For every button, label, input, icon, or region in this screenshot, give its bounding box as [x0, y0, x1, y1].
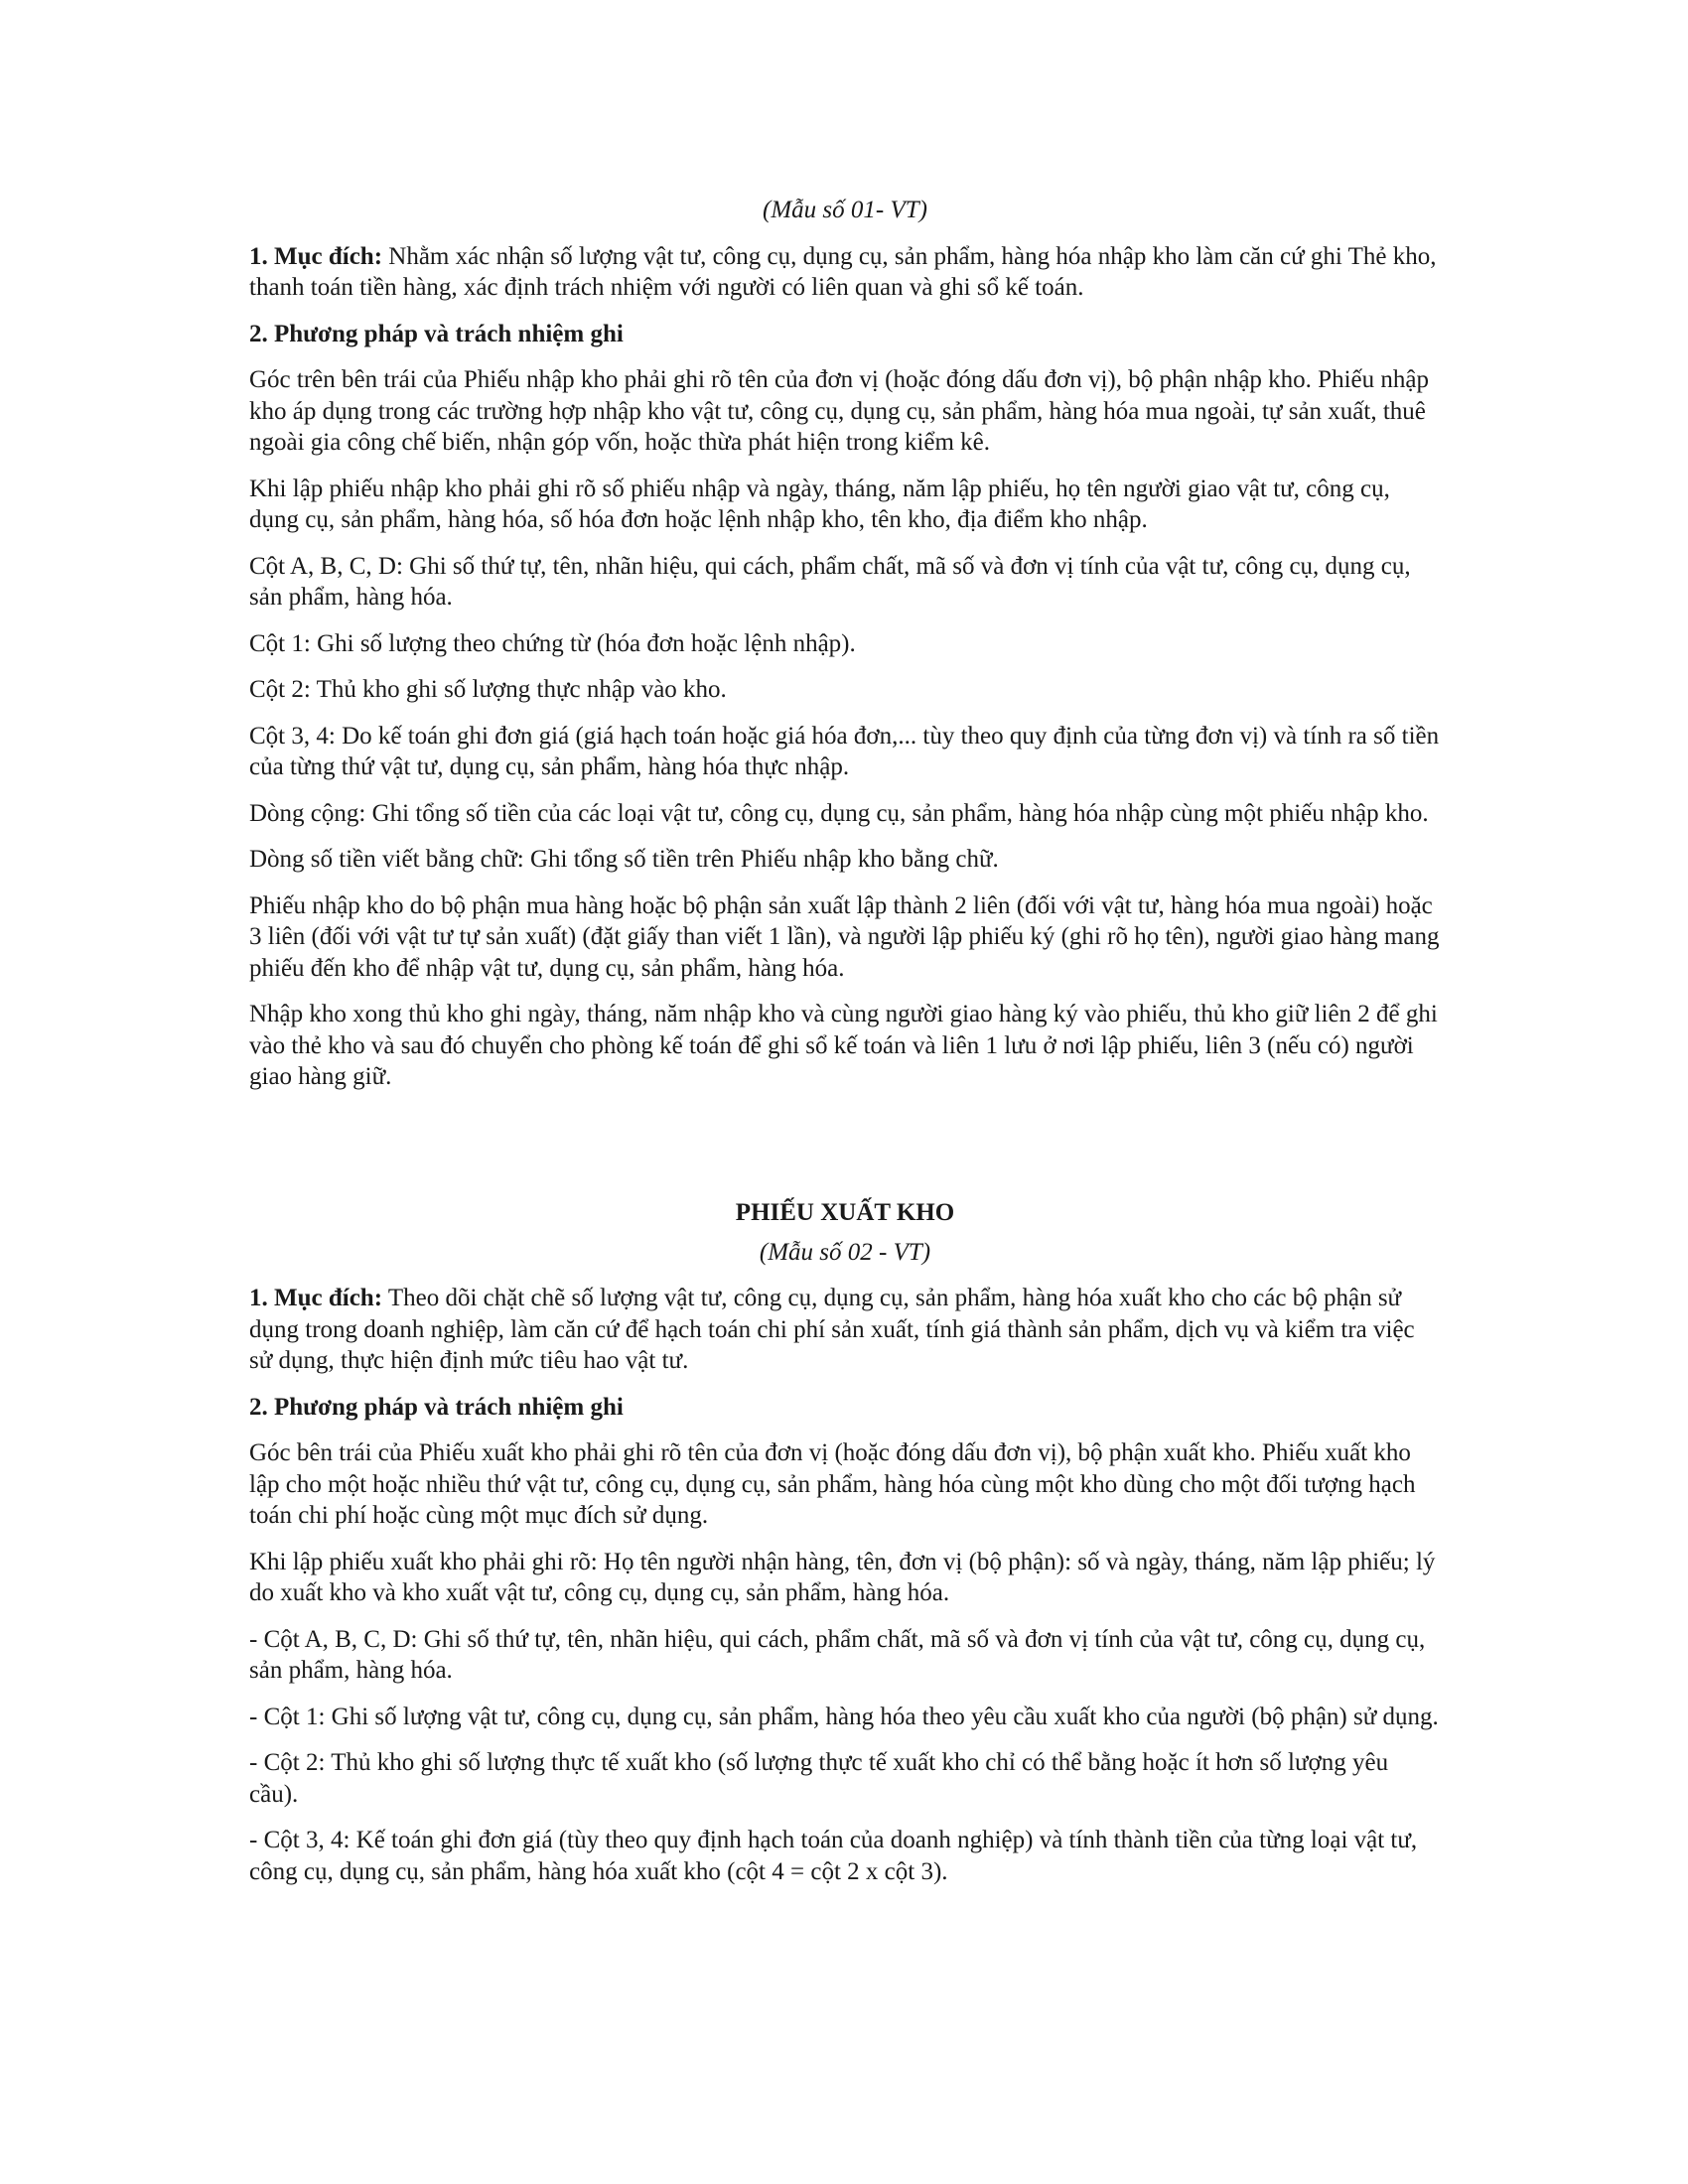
paragraph: Dòng số tiền viết bằng chữ: Ghi tổng số tiền trên Phiếu nhập kho bằng chữ. [249, 846, 999, 873]
paragraph: Nhập kho xong thủ kho ghi ngày, tháng, năm nhập kho và cùng người giao hàng ký vào phiếu, thủ kho giữ liên 2 để ghi vào thẻ kho và sau đó chuyển cho phòng kế toán để ghi sổ kế toán và liên 1 lưu ở nơi lập phiếu, liên 3 (nếu có) người giao hàng giữ. [249, 1001, 1438, 1090]
paragraph: Cột A, B, C, D: Ghi số thứ tự, tên, nhãn hiệu, qui cách, phẩm chất, mã số và đơn vị tính của vật tư, công cụ, dụng cụ, sản phẩm, hàng hóa. [249, 552, 1411, 611]
paragraph: - Cột 1: Ghi số lượng vật tư, công cụ, dụng cụ, sản phẩm, hàng hóa theo yêu cầu xuất kho của người (bộ phận) sử dụng. [249, 1703, 1439, 1730]
section-heading: PHIẾU XUẤT KHO [735, 1199, 955, 1226]
method-title: 2. Phương pháp và trách nhiệm ghi [249, 320, 624, 347]
paragraph: Cột 3, 4: Do kế toán ghi đơn giá (giá hạch toán hoặc giá hóa đơn,... tùy theo quy định của từng đơn vị) và tính ra số tiền của từng thứ vật tư, dụng cụ, sản phẩm, hàng hóa thực nhập. [249, 722, 1440, 780]
paragraph: Khi lập phiếu nhập kho phải ghi rõ số phiếu nhập và ngày, tháng, năm lập phiếu, họ tên người giao vật tư, công cụ, dụng cụ, sản phẩm, hàng hóa, số hóa đơn hoặc lệnh nhập kho, tên kho, địa điểm kho nhập. [249, 475, 1390, 533]
paragraph: Phiếu nhập kho do bộ phận mua hàng hoặc bộ phận sản xuất lập thành 2 liên (đối với vật tư, hàng hóa mua ngoài) hoặc 3 liên (đối với vật tư tự sản xuất) (đặt giấy than viết 1 lần), và người lập phiếu ký (ghi rõ họ tên), người giao hàng mang phiếu đến kho để nhập vật tư, dụng cụ, sản phẩm, hàng hóa. [249, 891, 1440, 982]
method-title: 2. Phương pháp và trách nhiệm ghi [249, 1393, 624, 1421]
purpose-label: 1. Mục đích: [249, 1285, 383, 1311]
document-page [249, 195, 1441, 1902]
paragraph: Góc trên bên trái của Phiếu nhập kho phải ghi rõ tên của đơn vị (hoặc đóng dấu đơn vị), bộ phận nhập kho. Phiếu nhập kho áp dụng trong các trường hợp nhập kho vật tư, công cụ, dụng cụ, sản phẩm, hàng hóa mua ngoài, tự sản xuất, thuê ngoài gia công chế biến, nhận góp vốn, hoặc thừa phát hiện trong kiểm kê. [249, 366, 1429, 456]
section-phieu-nhap-kho [249, 195, 1441, 1197]
paragraph: - Cột A, B, C, D: Ghi số thứ tự, tên, nhãn hiệu, qui cách, phẩm chất, mã số và đơn vị tính của vật tư, công cụ, dụng cụ, sản phẩm, hàng hóa. [249, 1625, 1426, 1684]
paragraph: Cột 2: Thủ kho ghi số lượng thực nhập vào kho. [249, 676, 727, 703]
paragraph: Dòng cộng: Ghi tổng số tiền của các loại vật tư, công cụ, dụng cụ, sản phẩm, hàng hóa nhập cùng một phiếu nhập kho. [249, 799, 1429, 827]
purpose-label: 1. Mục đích: [249, 242, 383, 270]
purpose-text: Nhằm xác nhận số lượng vật tư, công cụ, dụng cụ, sản phẩm, hàng hóa nhập kho làm căn cứ ghi Thẻ kho, thanh toán tiền hàng, xác định trách nhiệm với người có liên quan và ghi sổ kế toán. [249, 242, 1437, 301]
form-code-01-vt: (Mẫu số 01- VT) [763, 197, 927, 223]
paragraph: Cột 1: Ghi số lượng theo chứng từ (hóa đơn hoặc lệnh nhập). [249, 629, 856, 657]
section-phieu-xuat-kho [249, 1197, 1441, 1887]
purpose-text: Theo dõi chặt chẽ số lượng vật tư, công cụ, dụng cụ, sản phẩm, hàng hóa xuất kho cho các bộ phận sử dụng trong doanh nghiệp, làm căn cứ để hạch toán chi phí sản xuất, tính giá thành sản phẩm, dịch vụ và kiểm tra việc sử dụng, thực hiện định mức tiêu hao vật tư. [249, 1285, 1415, 1374]
paragraph: Góc bên trái của Phiếu xuất kho phải ghi rõ tên của đơn vị (hoặc đóng dấu đơn vị), bộ phận xuất kho. Phiếu xuất kho lập cho một hoặc nhiều thứ vật tư, công cụ, dụng cụ, sản phẩm, hàng hóa cùng một kho dùng cho một đối tượng hạch toán chi phí hoặc cùng một mục đích sử dụng. [249, 1439, 1416, 1529]
paragraph: Khi lập phiếu xuất kho phải ghi rõ: Họ tên người nhận hàng, tên, đơn vị (bộ phận): số và ngày, tháng, năm lập phiếu; lý do xuất kho và kho xuất vật tư, công cụ, dụng cụ, sản phẩm, hàng hóa. [249, 1548, 1436, 1606]
paragraph: - Cột 2: Thủ kho ghi số lượng thực tế xuất kho (số lượng thực tế xuất kho chỉ có thể bằng hoặc ít hơn số lượng yêu cầu). [249, 1749, 1389, 1808]
purpose-paragraph [249, 241, 1441, 304]
form-code-02-vt: (Mẫu số 02 - VT) [759, 1238, 931, 1266]
paragraph: - Cột 3, 4: Kế toán ghi đơn giá (tùy theo quy định hạch toán của doanh nghiệp) và tính thành tiền của từng loại vật tư, công cụ, dụng cụ, sản phẩm, hàng hóa xuất kho (cột 4 = cột 2 x cột 3). [249, 1827, 1418, 1885]
purpose-paragraph [249, 1283, 1441, 1377]
